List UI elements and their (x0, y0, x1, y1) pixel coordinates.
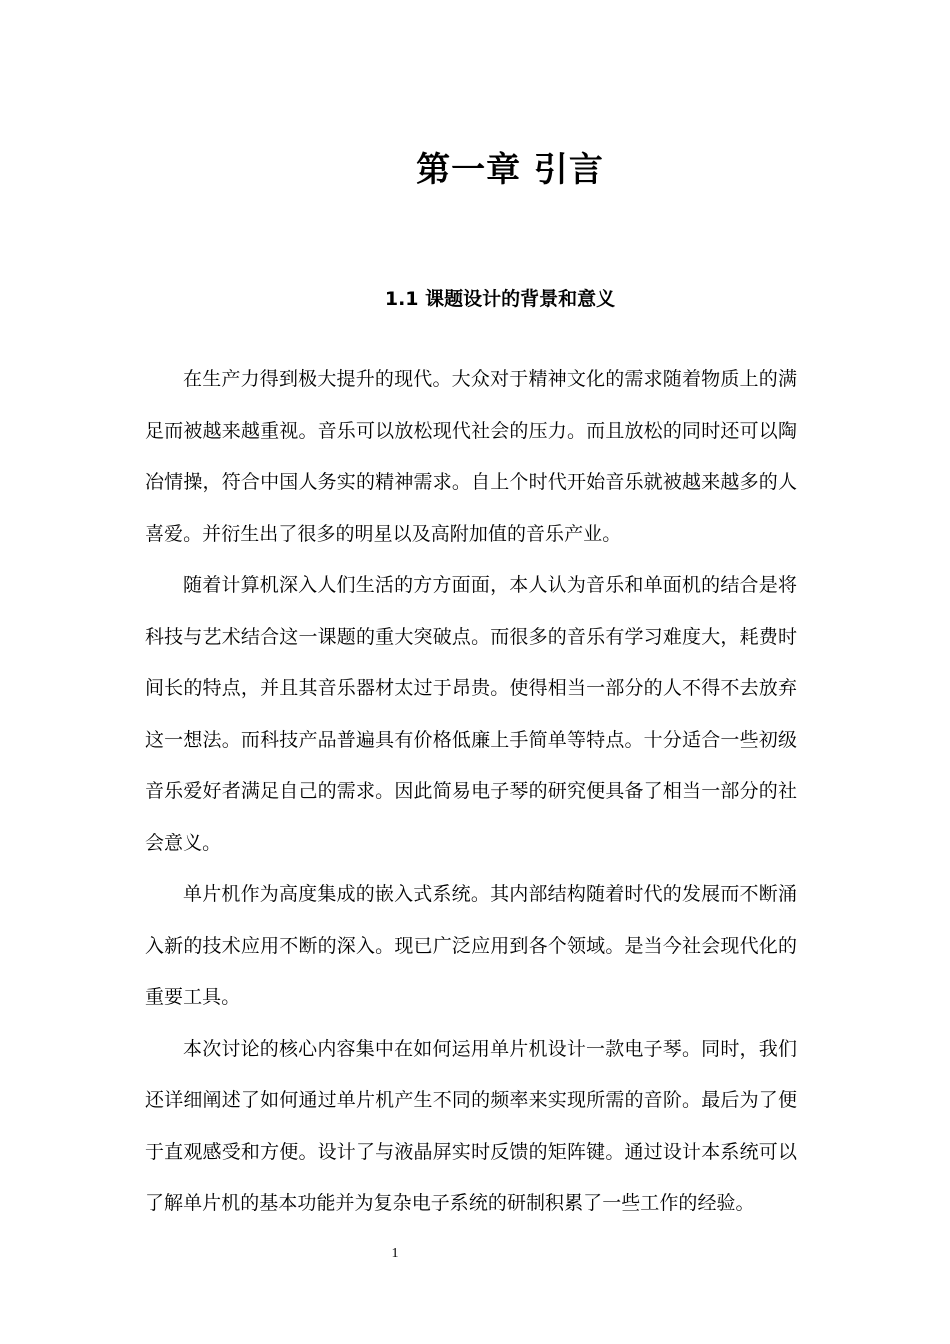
paragraph: 本次讨论的核心内容集中在如何运用单片机设计一款电子琴。同时，我们还详细阐述了如何通过单片机产生不同的频率来实现所需的音阶。最后为了便于直观感受和方便。设计了与液晶屏实时反馈的矩阵键。通过设计本系统可以了解单片机的基本功能并为复杂电子系统的研制积累了一些工作的经验。 (145, 1037, 797, 1214)
paragraph: 随着计算机深入人们生活的方方面面，本人认为音乐和单面机的结合是将科技与艺术结合这一课题的重大突破点。而很多的音乐有学习难度大，耗费时间长的特点，并且其音乐器材太过于昂贵。使得相当一部分的人不得不去放弃这一想法。而科技产品普遍具有价格低廉上手简单等特点。十分适合一些初级音乐爱好者满足自己的需求。因此简易电子琴的研究便具备了相当一部分的社会意义。 (145, 574, 797, 854)
page-number: 1 (391, 1246, 399, 1261)
paragraph: 单片机作为高度集成的嵌入式系统。其内部结构随着时代的发展而不断涌入新的技术应用不断的深入。现已广泛应用到各个领域。是当今社会现代化的重要工具。 (145, 883, 797, 1008)
section-title: 1.1 课题设计的背景和意义 (384, 288, 616, 310)
body-text (145, 354, 797, 1230)
paragraph: 在生产力得到极大提升的现代。大众对于精神文化的需求随着物质上的满足而被越来越重视。音乐可以放松现代社会的压力。而且放松的同时还可以陶冶情操，符合中国人务实的精神需求。自上个时代开始音乐就被越来越多的人喜爱。并衍生出了很多的明星以及高附加值的音乐产业。 (145, 368, 797, 545)
chapter-title: 第一章 引言 (416, 150, 604, 190)
